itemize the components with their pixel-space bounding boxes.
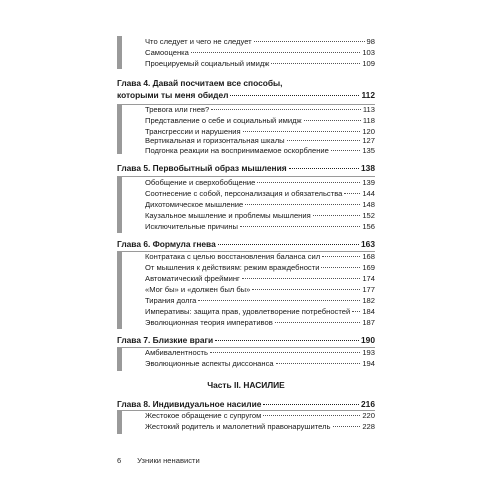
chapter-4-heading: Глава 4. Давай посчитаем все способы, которыми ты меня обидел 112 [117, 78, 375, 100]
toc-entry: Жестокое обращение с супругом 220 [145, 411, 375, 420]
toc-entry: Представление о себе и социальный имидж 118 [145, 116, 375, 125]
toc-entry: Проецируемый социальный имидж 109 [145, 59, 375, 68]
toc-entry: Эволюционная теория императивов 187 [145, 318, 375, 327]
page-number: 6 [117, 456, 122, 465]
section-bar [117, 104, 122, 154]
toc-entry: Самооценка 103 [145, 48, 375, 57]
section-bar [117, 410, 122, 434]
section-bar [117, 251, 122, 329]
toc-entry: Тирания долга 182 [145, 296, 375, 305]
chapter-6-heading: Глава 6. Формула гнева 163 [117, 239, 375, 249]
toc-entry: Исключительные причины 156 [145, 222, 375, 231]
toc-entry: Трансгрессии и нарушения 120 [145, 127, 375, 136]
toc-entry: Императивы: защита прав, удовлетворение потребностей 184 [145, 307, 375, 316]
part-heading: Часть II. НАСИЛИЕ [207, 380, 285, 390]
toc-entry: Соотнесение с собой, персонализация и обязательства 144 [145, 189, 375, 198]
chapter-7-heading: Глава 7. Близкие враги 190 [117, 335, 375, 345]
toc-entry: Амбивалентность 193 [145, 348, 375, 357]
running-title: Узники ненависти [137, 456, 200, 465]
section-bar [117, 347, 122, 371]
toc-entry: Что следует и чего не следует 98 [145, 37, 375, 46]
toc-entry: Каузальное мышление и проблемы мышления 152 [145, 211, 375, 220]
toc-entry: Дихотомическое мышление 148 [145, 200, 375, 209]
section-bar [117, 176, 122, 233]
toc-entry: От мышления к действиям: режим враждебности 169 [145, 263, 375, 272]
toc-entry: Автоматический фрейминг 174 [145, 274, 375, 283]
toc-entry: Жестокий родитель и малолетний правонарушитель 228 [145, 422, 375, 431]
toc-entry: Вертикальная и горизонтальная шкалы 127 [145, 136, 375, 145]
toc-entry: Тревога или гнев? 113 [145, 105, 375, 114]
toc-entry: «Мог бы» и «должен был бы» 177 [145, 285, 375, 294]
page-footer [117, 456, 200, 465]
toc-entry: Эволюционные аспекты диссонанса 194 [145, 359, 375, 368]
toc-entry: Обобщение и сверхобобщение 139 [145, 178, 375, 187]
toc-entry: Подгонка реакции на воспринимаемое оскорбление 135 [145, 146, 375, 155]
chapter-5-heading: Глава 5. Первобытный образ мышления 138 [117, 163, 375, 173]
toc-entry: Контратака с целью восстановления баланса сил 168 [145, 252, 375, 261]
section-bar [117, 36, 122, 69]
chapter-8-heading: Глава 8. Индивидуальное насилие 216 [117, 399, 375, 409]
